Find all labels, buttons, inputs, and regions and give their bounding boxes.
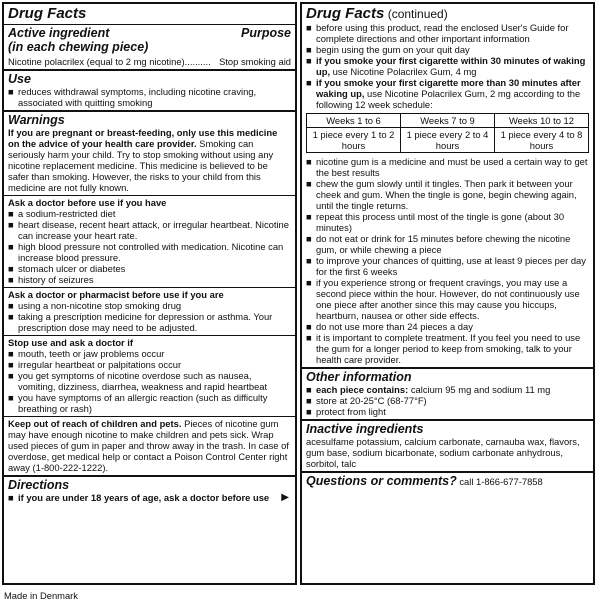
pregnancy-warning-text: Smoking can seriously harm your child. Try to stop smoking without using any nicotine replacement medicine. This medicine is believed to be safer than smoking. However, the risks to your child from this medicine are not fully known. [8, 138, 274, 193]
schedule-value-row [307, 128, 589, 153]
schedule-table [306, 113, 589, 153]
list-item [306, 55, 589, 77]
bullet-icon: ■ [306, 321, 312, 332]
list-item [8, 241, 291, 263]
inactive-ingredients-text: acesulfame potassium, calcium carbonate, carnauba wax, flavors, gum base, sodium bicarbonate, sodium carbonate anhydrous, sorbitol, talc [306, 436, 580, 469]
keep-out-bold: Keep out of reach of children and pets. [8, 418, 182, 429]
list-item-text: do not use more than 24 pieces a day [316, 321, 473, 332]
list-item [306, 395, 589, 406]
list-item [8, 311, 291, 333]
directions-heading: Directions [8, 478, 70, 492]
list-item [8, 392, 291, 414]
bullet-icon: ■ [8, 359, 14, 370]
list-item [306, 178, 589, 211]
list-item-text: using a non-nicotine stop smoking drug [18, 300, 182, 311]
bullet-icon: ■ [306, 406, 312, 417]
bullet-icon: ■ [8, 208, 14, 219]
directions-list-a [306, 22, 589, 110]
list-item [306, 22, 589, 44]
list-item-text: chew the gum slowly until it tingles. Then park it between your cheek and gum. When the tingle is gone, begin chewing again, until the tingle returns. [316, 178, 577, 211]
keep-out-text: Pieces of nicotine gum may have enough nicotine to make children and pets sick. Wrap used pieces of gum in paper and throw away in the trash. In case of overdose, get medical help or contact a Poison Control Center right away (1-800-222-1222). [8, 418, 289, 473]
use-heading: Use [8, 72, 31, 86]
list-item-text: use Nicotine Polacrilex Gum, 2 mg according to the following 12 week schedule: [316, 88, 581, 110]
questions-section [302, 471, 593, 490]
schedule-value-cell: 1 piece every 1 to 2 hours [307, 128, 401, 153]
list-item [306, 77, 589, 110]
drug-facts-panel-right [300, 2, 595, 585]
other-information-list [306, 384, 589, 417]
bullet-icon: ■ [8, 219, 14, 230]
bullet-icon: ■ [8, 86, 14, 97]
list-item [8, 219, 291, 241]
list-item-text: stomach ulcer or diabetes [18, 263, 126, 274]
bullet-icon: ■ [306, 332, 312, 343]
schedule-header-cell: Weeks 10 to 12 [495, 114, 589, 128]
inactive-ingredients-section [302, 419, 593, 471]
list-item-text: use Nicotine Polacrilex Gum, 4 mg [330, 66, 477, 77]
ask-pharmacist-section [4, 287, 295, 335]
schedule-value-cell: 1 piece every 4 to 8 hours [495, 128, 589, 153]
list-item [8, 263, 291, 274]
list-item [306, 233, 589, 255]
list-item-text: repeat this process until most of the tingle is gone (about 30 minutes) [316, 211, 565, 233]
pregnancy-warning [8, 127, 291, 193]
bullet-icon: ■ [306, 233, 312, 244]
bullet-icon: ■ [306, 77, 312, 88]
warnings-heading: Warnings [8, 113, 65, 127]
keep-out-section [4, 416, 295, 475]
directions-list-b [306, 156, 589, 365]
continued-label: (continued) [384, 7, 448, 21]
list-item-text: store at 20-25°C (68-77°F) [316, 395, 427, 406]
bullet-icon: ■ [8, 274, 14, 285]
list-item [306, 277, 589, 321]
list-item-text: nicotine gum is a medicine and must be used a certain way to get the best results [316, 156, 588, 178]
list-item-bold: if you smoke your first cigarette more than 30 minutes after waking up, [316, 77, 581, 99]
purpose-heading: Purpose [240, 26, 291, 40]
warnings-section [4, 110, 295, 195]
inactive-ingredients-heading: Inactive ingredients [306, 422, 424, 436]
bullet-icon: ■ [306, 22, 312, 33]
list-item-text: you have symptoms of an allergic reaction (such as difficulty breathing or rash) [18, 392, 268, 414]
list-item-text: you get symptoms of nicotine overdose such as nausea, vomiting, dizziness, diarrhea, weakness and rapid heartbeat [18, 370, 268, 392]
list-item-text: protect from light [316, 406, 386, 417]
schedule-value-cell: 1 piece every 2 to 4 hours [401, 128, 495, 153]
title-section [4, 4, 295, 24]
list-item-text: do not eat or drink for 15 minutes before chewing the nicotine gum, or while chewing a piece [316, 233, 571, 255]
ask-doctor-list [8, 208, 291, 285]
list-item-text: mouth, teeth or jaw problems occur [18, 348, 165, 359]
list-item [306, 321, 589, 332]
bullet-icon: ■ [8, 300, 14, 311]
made-in-label: Made in Denmark [4, 590, 78, 601]
ask-pharmacist-list [8, 300, 291, 333]
bullet-icon: ■ [8, 263, 14, 274]
schedule-header-row [307, 114, 589, 128]
list-item [8, 208, 291, 219]
directions-section [4, 475, 295, 505]
ask-doctor-section [4, 195, 295, 287]
bullet-icon: ■ [8, 392, 14, 403]
list-item [306, 384, 589, 395]
list-item-text: calcium 95 mg and sodium 11 mg [408, 384, 551, 395]
list-item [8, 348, 291, 359]
list-item-text: heart disease, recent heart attack, or irregular heartbeat. Nicotine can increase your heart rate. [18, 219, 289, 241]
bullet-icon: ■ [306, 178, 312, 189]
stop-use-list [8, 348, 291, 414]
active-ingredient-subheading: (in each chewing piece) [8, 40, 149, 54]
bullet-icon: ■ [306, 44, 312, 55]
drug-facts-panel-left [2, 2, 297, 585]
bullet-icon: ■ [8, 348, 14, 359]
ask-pharmacist-heading: Ask a doctor or pharmacist before use if you are [8, 289, 224, 300]
ingredient-name: Nicotine polacrilex (equal to 2 mg nicotine).......... [8, 56, 211, 67]
other-information-section [302, 367, 593, 419]
list-item-text: irregular heartbeat or palpitations occur [18, 359, 182, 370]
list-item-text: a sodium-restricted diet [18, 208, 116, 219]
stop-use-heading: Stop use and ask a doctor if [8, 337, 134, 348]
list-item [306, 332, 589, 365]
list-item-text: history of seizures [18, 274, 94, 285]
use-section [4, 69, 295, 110]
bullet-icon: ■ [8, 311, 14, 322]
schedule-header-cell: Weeks 1 to 6 [307, 114, 401, 128]
ingredient-purpose: Stop smoking aid [219, 56, 291, 67]
questions-heading: Questions or comments? [306, 474, 457, 488]
list-item [8, 86, 291, 108]
directions-text: if you are under 18 years of age, ask a doctor before use [18, 492, 270, 503]
list-item [8, 274, 291, 285]
ask-doctor-heading: Ask a doctor before use if you have [8, 197, 167, 208]
list-item [306, 255, 589, 277]
list-item [306, 211, 589, 233]
list-item-bold: if you smoke your first cigarette within 30 minutes of waking up, [316, 55, 586, 77]
list-item-text: taking a prescription medicine for depression or asthma. Your prescription dose may need to be adjusted. [18, 311, 273, 333]
bullet-icon: ■ [306, 277, 312, 288]
list-item [8, 300, 291, 311]
bullet-icon: ■ [8, 492, 14, 503]
panel-title-continued: Drug Facts [306, 5, 385, 22]
list-item-text: it is important to complete treatment. If you feel you need to use the gum for a longer period to keep from smoking, talk to your health care provider. [316, 332, 581, 365]
questions-phone: call 1-866-677-7858 [456, 476, 543, 487]
list-item [8, 359, 291, 370]
schedule-header-cell: Weeks 7 to 9 [401, 114, 495, 128]
continue-arrow-icon: ▶ [281, 492, 289, 503]
bullet-icon: ■ [8, 241, 14, 252]
bullet-icon: ■ [306, 384, 312, 395]
bullet-icon: ■ [306, 211, 312, 222]
panel-title: Drug Facts [8, 5, 87, 22]
bullet-icon: ■ [306, 395, 312, 406]
bullet-icon: ■ [306, 55, 312, 66]
list-item-text: if you experience strong or frequent cravings, you may use a second piece within the hour. However, do not continuously use one piece after another since this may cause you hiccups, heartburn, nausea or other side effects. [316, 277, 580, 321]
list-item-text: begin using the gum on your quit day [316, 44, 470, 55]
use-text: reduces withdrawal symptoms, including nicotine craving, associated with quitting smoking [18, 86, 257, 108]
active-ingredient-heading: Active ingredient [8, 26, 110, 40]
bullet-icon: ■ [306, 255, 312, 266]
other-information-heading: Other information [306, 370, 412, 384]
list-item-text: before using this product, read the enclosed User's Guide for complete directions and other important information [316, 22, 569, 44]
list-item [306, 44, 589, 55]
list-item [306, 406, 589, 417]
list-item [306, 156, 589, 178]
stop-use-section [4, 335, 295, 416]
active-ingredient-section [4, 24, 295, 69]
list-item-text: to improve your chances of quitting, use at least 9 pieces per day for the first 6 weeks [316, 255, 586, 277]
pregnancy-warning-bold: If you are pregnant or breast-feeding, only use this medicine on the advice of your health care provider. [8, 127, 278, 149]
list-item [8, 370, 291, 392]
bullet-icon: ■ [8, 370, 14, 381]
list-item [8, 492, 291, 503]
list-item-text: high blood pressure not controlled with medication. Nicotine can increase blood pressure. [18, 241, 284, 263]
continued-section [302, 4, 593, 367]
list-item-bold: each piece contains: [316, 384, 409, 395]
bullet-icon: ■ [306, 156, 312, 167]
